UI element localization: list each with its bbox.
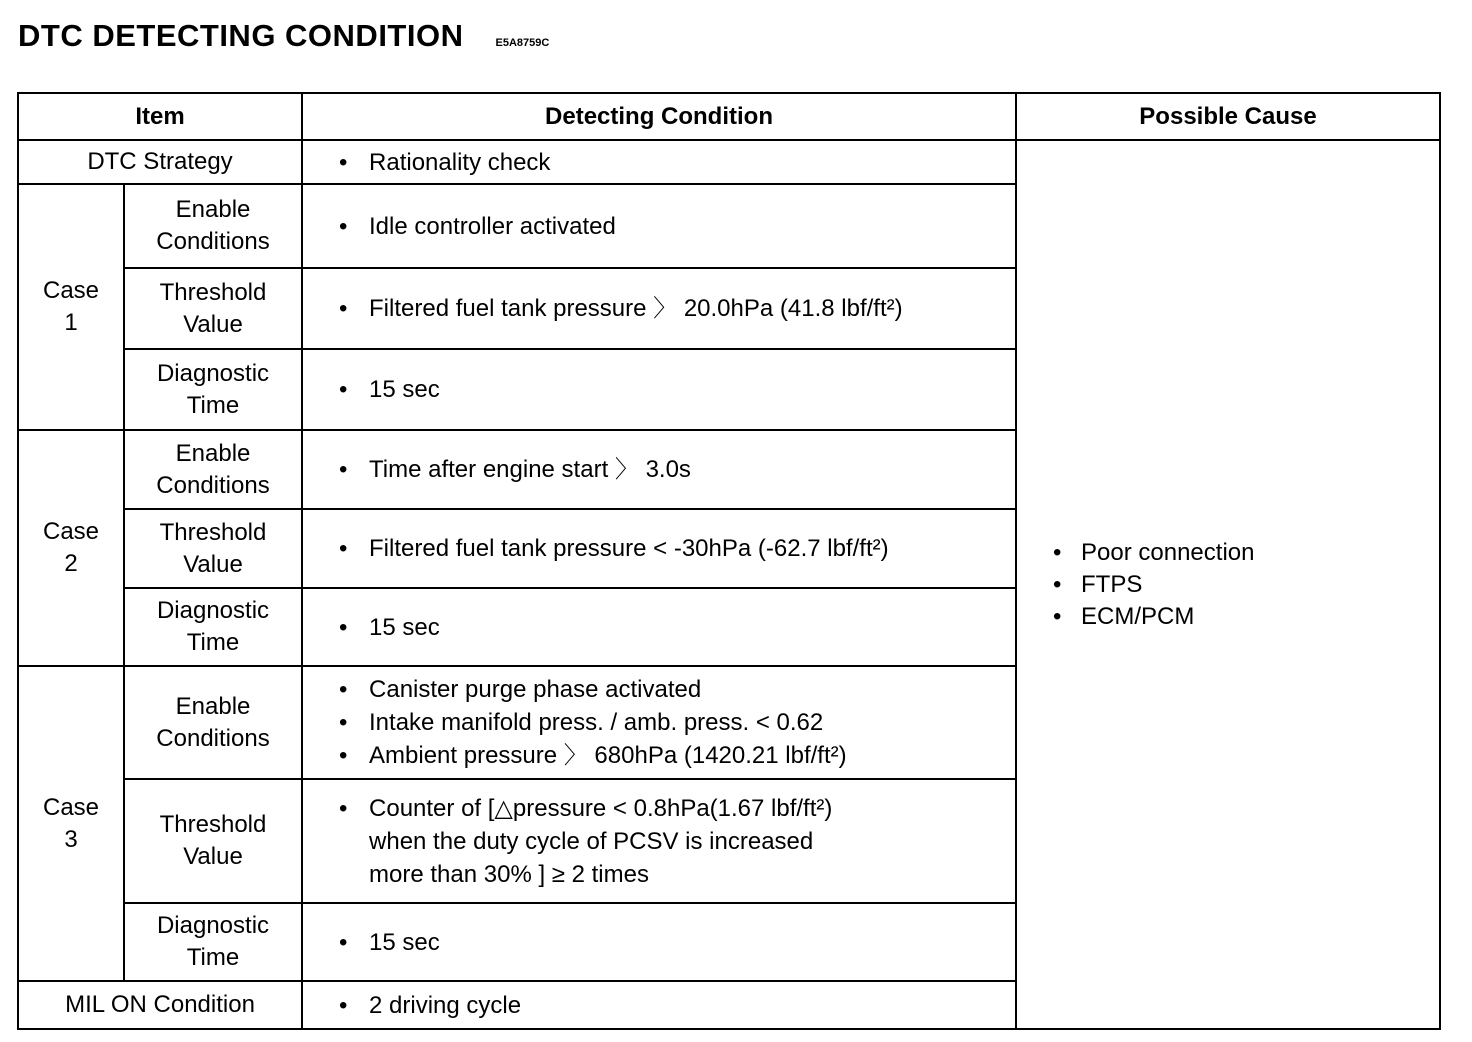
document-code: E5A8759C — [495, 37, 550, 49]
case3-diagnostic-label: Diagnostic Time — [124, 903, 302, 981]
table-header-row — [18, 93, 1440, 140]
page-title: DTC DETECTING CONDITION — [18, 18, 464, 53]
case2-threshold-condition — [302, 509, 1016, 588]
list-item: • Idle controller activated — [339, 210, 1015, 243]
mil-on-label: MIL ON Condition — [18, 981, 302, 1029]
case3-diagnostic-condition — [302, 903, 1016, 981]
column-header-item: Item — [18, 93, 302, 140]
possible-cause-item: • FTPS — [1053, 569, 1439, 601]
list-item: • Rationality check — [339, 146, 1015, 179]
case2-label: Case 2 — [18, 430, 124, 666]
column-header-possible-cause: Possible Cause — [1016, 93, 1440, 140]
case1-enable-condition — [302, 184, 1016, 268]
case3-label: Case 3 — [18, 666, 124, 981]
case3-enable-condition — [302, 666, 1016, 779]
list-item: • Filtered fuel tank pressure 〉 20.0hPa (41.8 lbf/ft²) — [339, 292, 1015, 325]
case3-enable-label: Enable Conditions — [124, 666, 302, 779]
dtc-condition-table — [17, 92, 1441, 1030]
case1-enable-label: Enable Conditions — [124, 184, 302, 268]
case3-threshold-label: Threshold Value — [124, 779, 302, 903]
case1-label: Case 1 — [18, 184, 124, 430]
case1-threshold-label: Threshold Value — [124, 268, 302, 349]
list-item: • 15 sec — [339, 926, 1015, 959]
case2-enable-label: Enable Conditions — [124, 430, 302, 509]
table-row-dtc-strategy — [18, 140, 1440, 184]
list-item: • 15 sec — [339, 611, 1015, 644]
list-item: • 2 driving cycle — [339, 989, 1015, 1022]
column-header-detecting-condition: Detecting Condition — [302, 93, 1016, 140]
mil-on-condition — [302, 981, 1016, 1029]
case2-diagnostic-label: Diagnostic Time — [124, 588, 302, 666]
dtc-strategy-label: DTC Strategy — [18, 140, 302, 184]
possible-cause-item: • ECM/PCM — [1053, 601, 1439, 633]
list-item: • Time after engine start 〉 3.0s — [339, 453, 1015, 486]
case1-threshold-condition — [302, 268, 1016, 349]
list-item: • 15 sec — [339, 373, 1015, 406]
list-item: • Filtered fuel tank pressure < -30hPa (-62.7 lbf/ft²) — [339, 532, 1015, 565]
case2-threshold-label: Threshold Value — [124, 509, 302, 588]
list-item: • Intake manifold press. / amb. press. < 0.62 — [339, 706, 1015, 739]
case2-diagnostic-condition — [302, 588, 1016, 666]
possible-cause-cell — [1016, 140, 1440, 1029]
dtc-strategy-condition — [302, 140, 1016, 184]
list-item: • Ambient pressure 〉 680hPa (1420.21 lbf/ft²) — [339, 739, 1015, 772]
case2-enable-condition — [302, 430, 1016, 509]
possible-cause-item: • Poor connection — [1053, 537, 1439, 569]
title-row — [18, 18, 549, 54]
case1-diagnostic-condition — [302, 349, 1016, 430]
list-item: • Counter of [△pressure < 0.8hPa(1.67 lbf/ft²) when the duty cycle of PCSV is increased more than 30% ] ≥ 2 times — [339, 792, 1015, 891]
case1-diagnostic-label: Diagnostic Time — [124, 349, 302, 430]
list-item: • Canister purge phase activated — [339, 673, 1015, 706]
case3-threshold-condition — [302, 779, 1016, 903]
